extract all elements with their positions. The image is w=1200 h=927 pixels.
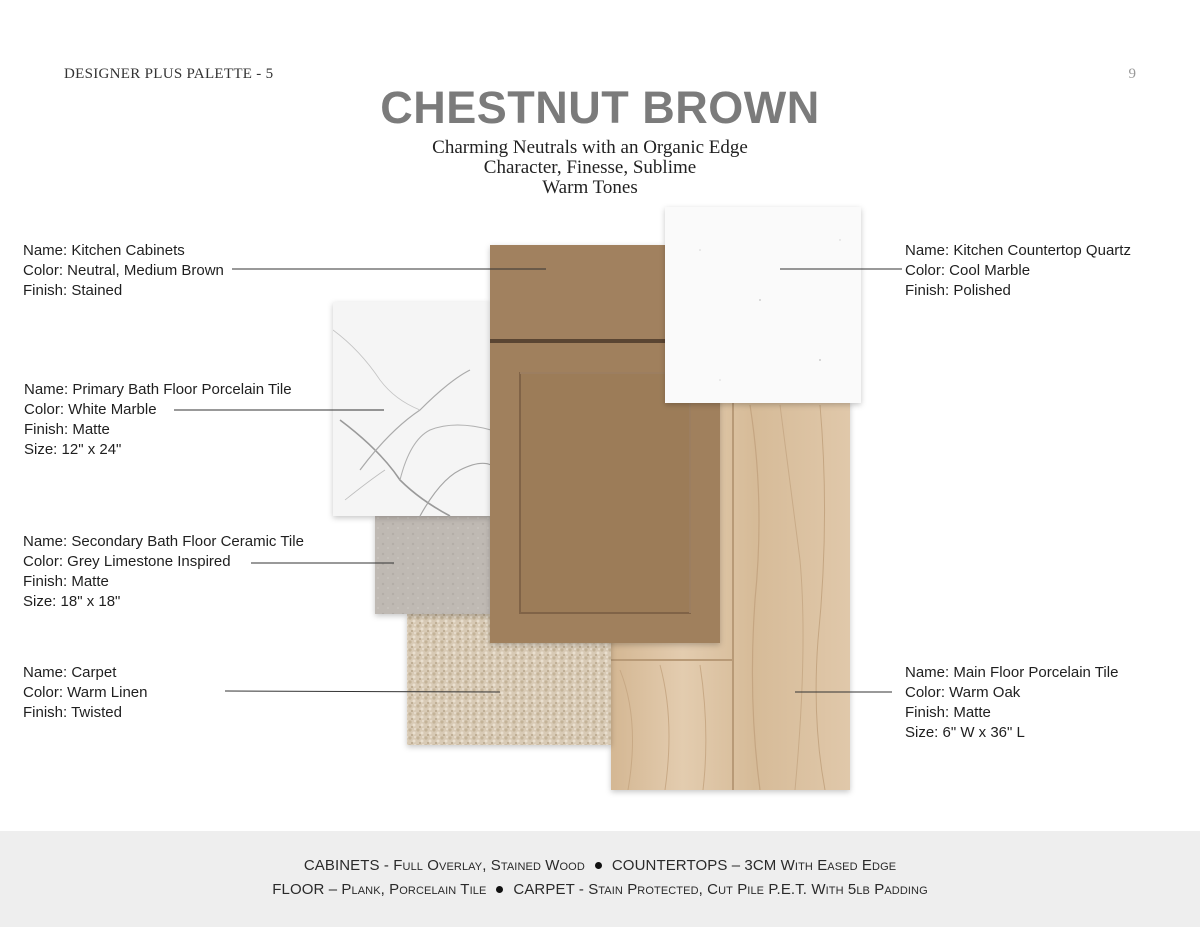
primary-bath-tile-swatch	[333, 302, 491, 516]
subtitle-line-3: Warm Tones	[542, 177, 638, 198]
secondary-bath-tile-swatch	[375, 516, 491, 614]
label-size: Size: 12" x 24"	[24, 441, 122, 458]
footer-cabinets-spec: CABINETS - Full Overlay, Stained Wood	[303, 857, 585, 874]
subtitle-line-1: Charming Neutrals with an Organic Edge	[432, 137, 748, 158]
footer-floor-spec: FLOOR – Plank, Porcelain Tile	[272, 881, 487, 898]
label-finish: Finish: Matte	[905, 704, 991, 721]
label-size: Size: 18" x 18"	[23, 593, 121, 610]
primary-bath-label	[24, 380, 292, 460]
label-finish: Finish: Matte	[23, 573, 109, 590]
footer-countertops-spec: COUNTERTOPS – 3CM With Eased Edge	[611, 857, 897, 874]
label-color: Color: Warm Linen	[23, 684, 148, 701]
label-color: Color: Grey Limestone Inspired	[23, 553, 231, 570]
countertop-label	[905, 241, 1131, 301]
label-finish: Finish: Matte	[24, 421, 110, 438]
label-name: Name: Main Floor Porcelain Tile	[905, 664, 1119, 681]
label-name: Name: Primary Bath Floor Porcelain Tile	[24, 381, 292, 398]
label-color: Color: White Marble	[24, 401, 157, 418]
label-color: Color: Cool Marble	[905, 262, 1031, 279]
footer-band	[0, 831, 1200, 927]
secondary-bath-label	[23, 532, 304, 612]
kitchen-cabinets-label	[23, 241, 224, 301]
countertop-swatch	[665, 207, 861, 403]
page-number: 9	[1128, 66, 1136, 82]
footer-carpet-spec: CARPET - Stain Protected, Cut Pile P.E.T. With 5lb Padding	[513, 881, 928, 898]
label-finish: Finish: Twisted	[23, 704, 122, 721]
bullet-icon	[595, 862, 602, 869]
label-finish: Finish: Stained	[23, 282, 123, 299]
carpet-label	[23, 663, 147, 723]
subtitle-line-2: Character, Finesse, Sublime	[483, 157, 697, 178]
label-finish: Finish: Polished	[905, 282, 1011, 299]
label-name: Name: Kitchen Countertop Quartz	[905, 242, 1131, 259]
palette-label: DESIGNER PLUS PALETTE - 5	[64, 66, 274, 82]
label-name: Name: Carpet	[23, 664, 117, 681]
bullet-icon	[496, 886, 503, 893]
main-floor-label	[905, 663, 1118, 743]
footer-line-1	[0, 857, 1200, 874]
label-size: Size: 6" W x 36" L	[905, 724, 1025, 741]
label-color: Color: Neutral, Medium Brown	[23, 262, 224, 279]
label-color: Color: Warm Oak	[905, 684, 1021, 701]
footer-line-2	[0, 881, 1200, 898]
label-name: Name: Secondary Bath Floor Ceramic Tile	[23, 533, 304, 550]
page-title: CHESTNUT BROWN	[380, 82, 820, 133]
label-name: Name: Kitchen Cabinets	[23, 242, 185, 259]
